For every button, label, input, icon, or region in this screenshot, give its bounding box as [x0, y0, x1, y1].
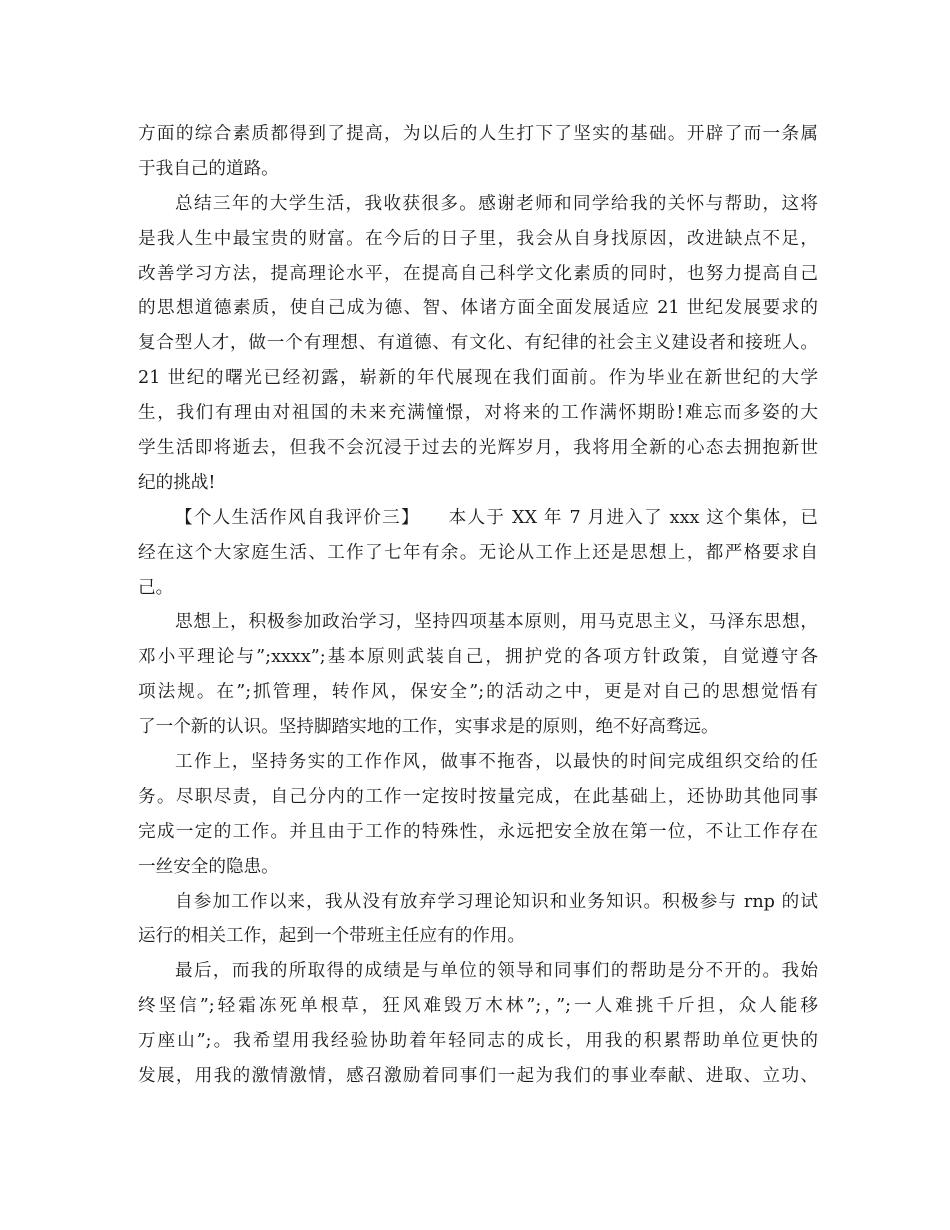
- text-line: 发展，用我的激情激情，感召激励着同事们一起为我们的事业奉献、进取、立功、: [138, 1066, 818, 1087]
- text-line: 万座山”;。我希望用我经验协助着年轻同志的成长，用我的积累帮助单位更快的: [138, 1031, 818, 1052]
- text-line: 工作上，坚持务实的工作作风，做事不拖沓，以最快的时间完成组织交给的任: [175, 752, 818, 773]
- document-body: [138, 117, 818, 1094]
- text-line: 经在这个大家庭生活、工作了七年有余。无论从工作上还是思想上，都严格要求自: [138, 542, 818, 563]
- text-line: 复合型人才，做一个有理想、有道德、有文化、有纪律的社会主义建设者和接班人。: [138, 333, 818, 354]
- text-line: 的思想道德素质，使自己成为德、智、体诸方面全面发展适应 21 世纪发展要求的: [138, 298, 818, 319]
- text-line: 学生活即将逝去，但我不会沉浸于过去的光辉岁月，我将用全新的心态去拥抱新世: [138, 438, 818, 459]
- text-line: 完成一定的工作。并且由于工作的特殊性，永远把安全放在第一位，不让工作存在: [138, 821, 818, 842]
- text-line: 自参加工作以来，我从没有放弃学习理论知识和业务知识。积极参与 rnp 的试: [175, 891, 818, 912]
- text-line: 纪的挑战!: [138, 472, 216, 493]
- text-line: 务。尽职尽责，自己分内的工作一定按时按量完成，在此基础上，还协助其他同事: [138, 786, 818, 807]
- section-heading-line: 【个人生活作风自我评价三】 本人于 XX 年 7 月进入了 xxx 这个集体，已: [175, 507, 818, 528]
- text-line: 了一个新的认识。坚持脚踏实地的工作，实事求是的原则，绝不好高骛远。: [138, 717, 719, 738]
- text-line: 己。: [138, 577, 174, 598]
- text-line: 运行的相关工作，起到一个带班主任应有的作用。: [138, 926, 526, 947]
- text-line: 21 世纪的曙光已经初露，崭新的年代展现在我们面前。作为毕业在新世纪的大学: [138, 368, 818, 389]
- text-line: 一丝安全的隐患。: [138, 856, 279, 877]
- text-line: 最后，而我的所取得的成绩是与单位的领导和同事们的帮助是分不开的。我始: [175, 961, 818, 982]
- text-line: 项法规。在”;抓管理，转作风，保安全”;的活动之中，更是对自己的思想觉悟有: [138, 682, 818, 703]
- text-line: 总结三年的大学生活，我收获很多。感谢老师和同学给我的关怀与帮助，这将: [175, 193, 818, 214]
- text-line: 改善学习方法，提高理论水平，在提高自己科学文化素质的同时，也努力提高自己: [138, 263, 818, 284]
- text-line: 方面的综合素质都得到了提高，为以后的人生打下了坚实的基础。开辟了而一条属: [138, 124, 818, 144]
- text-line: 思想上，积极参加政治学习，坚持四项基本原则，用马克思主义，马泽东思想，: [175, 612, 818, 633]
- text-line: 于我自己的道路。: [138, 158, 279, 179]
- text-line: 终坚信”;轻霜冻死单根草，狂风难毁万木林”;，”;一人难挑千斤担，众人能移: [138, 996, 818, 1017]
- text-line: 生，我们有理由对祖国的未来充满憧憬，对将来的工作满怀期盼!难忘而多姿的大: [138, 403, 818, 424]
- text-line: 邓小平理论与”;xxxx”;基本原则武装自己，拥护党的各项方针政策，自觉遵守各: [138, 647, 818, 668]
- text-line: 是我人生中最宝贵的财富。在今后的日子里，我会从自身找原因，改进缺点不足，: [138, 228, 818, 249]
